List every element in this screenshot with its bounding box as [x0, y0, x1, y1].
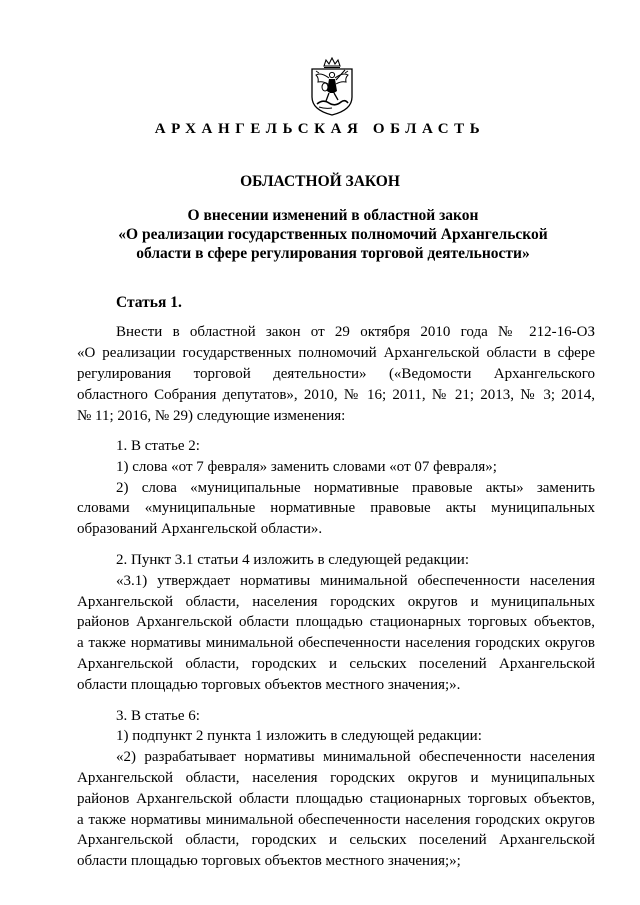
body-line: 2. Пункт 3.1 статьи 4 изложить в следующей редакции: — [116, 552, 469, 568]
law-title-line: области в сфере регулирования торговой деятельности» — [136, 245, 530, 263]
body-line: «3.1) утверждает нормативы минимальной обеспеченности населения — [116, 573, 595, 589]
body-line: образований Архангельской области». — [77, 521, 323, 537]
body-line: «О реализации государственных полномочий Архангельской области в сфере — [77, 345, 595, 361]
body-line: районов Архангельской области площадью стационарных торговых объектов, — [77, 791, 595, 807]
body-line: 1. В статье 2: — [116, 438, 200, 454]
body-line: Внести в областной закон от 29 октября 2010 года № 212-16-ОЗ — [116, 324, 595, 340]
coat-of-arms-icon — [305, 57, 359, 117]
body-line: № 11; 2016, № 29) следующие изменения: — [77, 408, 346, 424]
body-line: регулирования торговой деятельности» («Ведомости Архангельского — [77, 366, 595, 382]
law-title-line: «О реализации государственных полномочий Архангельской — [118, 226, 548, 244]
body-line: районов Архангельской области площадью стационарных торговых объектов, — [77, 614, 595, 630]
body-line: 1) подпункт 2 пункта 1 изложить в следующей редакции: — [116, 728, 482, 744]
law-title — [100, 206, 566, 264]
body-line: Архангельской области, городских и сельских поселений Архангельской — [77, 656, 595, 672]
body-line: области площадью торговых объектов местного значения;»; — [77, 853, 461, 869]
body-line: «2) разрабатывает нормативы минимальной обеспеченности населения — [116, 749, 595, 765]
article-heading: Статья 1. — [116, 294, 182, 311]
body-line: 2) слова «муниципальные нормативные правовые акты» заменить — [116, 480, 595, 496]
body-line: 3. В статье 6: — [116, 708, 200, 724]
body-line: области площадью торговых объектов местного значения;». — [77, 677, 461, 693]
body-line: областного Собрания депутатов», 2010, № 16; 2011, № 21; 2013, № 3; 2014, — [77, 387, 595, 403]
region-title: АРХАНГЕЛЬСКАЯ ОБЛАСТЬ — [154, 121, 486, 137]
body-line: 1) слова «от 7 февраля» заменить словами «от 07 февраля»; — [116, 459, 497, 475]
body-line: а также нормативы минимальной обеспеченности населения городских округов — [77, 635, 595, 651]
body-line: Архангельской области, населения городских округов и муниципальных — [77, 770, 595, 786]
body-line: Архангельской области, населения городских округов и муниципальных — [77, 594, 595, 610]
law-title-line: О внесении изменений в областной закон — [187, 207, 479, 224]
law-type-heading: ОБЛАСТНОЙ ЗАКОН — [240, 173, 400, 190]
body-line: а также нормативы минимальной обеспеченности населения городских округов — [77, 812, 595, 828]
body-line: Архангельской области, городских и сельских поселений Архангельской — [77, 832, 595, 848]
body-line: словами «муниципальные нормативные правовые акты муниципальных — [77, 500, 595, 516]
